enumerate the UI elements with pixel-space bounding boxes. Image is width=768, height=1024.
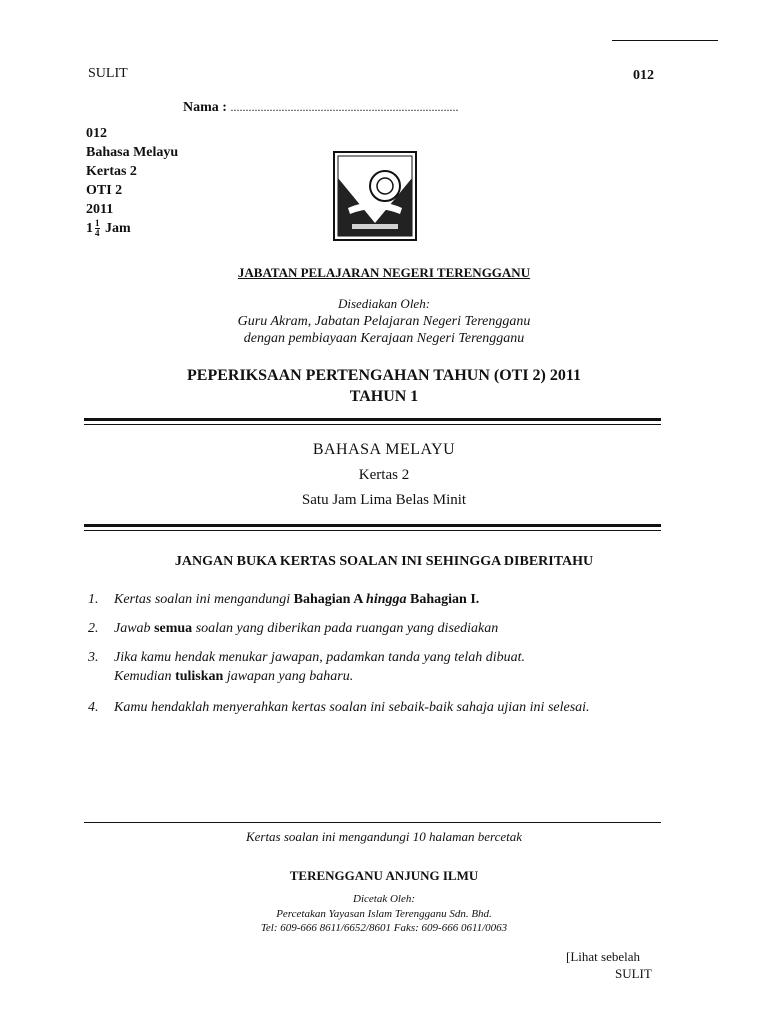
rule-item-4: 4. Kamu hendaklah menyerahkan kertas soalan ini sebaik-baik sahaja ujian ini selesai. (88, 700, 590, 715)
printer-contact: Tel: 609-666 8611/6652/8601 Faks: 609-666 0611/0063 (260, 922, 508, 934)
rule-item-2: 2. Jawab semua soalan yang diberikan pada ruangan yang disediakan (88, 621, 499, 636)
page-count-note: Kertas soalan ini mengandungi 10 halaman bercetak (245, 829, 523, 844)
name-label: Nama : (183, 100, 227, 115)
top-right-stray-line (612, 40, 718, 41)
paper-number: Kertas 2 (86, 164, 137, 179)
paper-code: 012 (86, 126, 107, 141)
divider-top-thick (84, 418, 661, 421)
exam-year-level: TAHUN 1 (349, 388, 419, 405)
printer-name: Percetakan Yayasan Islam Terengganu Sdn. Bhd. (276, 908, 492, 920)
duration-fraction: $\frac{1}{4}$ (95, 218, 100, 239)
do-not-open-warning: JANGAN BUKA KERTAS SOALAN INI SEHINGGA DIBERITAHU (174, 554, 594, 569)
funding-note: dengan pembiayaan Kerajaan Negeri Terengganu (243, 331, 525, 346)
divider-mid-thin (84, 530, 661, 531)
subject-duration: Satu Jam Lima Belas Minit (301, 492, 467, 508)
printed-by-label: Dicetak Oleh: (353, 893, 415, 905)
prepared-by: Guru Akram, Jabatan Pelajaran Negeri Terengganu (237, 314, 531, 329)
exam-title: PEPERIKSAAN PERTENGAHAN TAHUN (OTI 2) 2011 (187, 367, 581, 384)
paper-year: 2011 (86, 202, 114, 217)
duration-unit: Jam (105, 221, 131, 236)
subject-paper: Kertas 2 (358, 467, 410, 483)
prepared-by-label: Disediakan Oleh: (337, 296, 431, 311)
name-field[interactable] (183, 100, 458, 116)
shield-logo-icon (330, 148, 420, 248)
next-page-note: [Lihat sebelah (566, 949, 640, 964)
paper-subject: Bahasa Melayu (86, 145, 179, 160)
paper-info (86, 124, 178, 238)
duration-whole: 1 (86, 221, 93, 236)
state-motto: TERENGGANU ANJUNG ILMU (289, 868, 479, 883)
header-sulit-left: SULIT (88, 66, 128, 81)
rule-item-3: 3. Jika kamu hendak menukar jawapan, padamkan tanda yang telah dibuat. Kemudian tuliskan jawapan yang baharu. (88, 650, 525, 684)
footer-divider (84, 822, 661, 823)
department-name: JABATAN PELAJARAN NEGERI TERENGGANU (237, 265, 531, 280)
subject-heading: BAHASA MELAYU (312, 441, 456, 458)
footer-sulit: SULIT (615, 966, 652, 981)
divider-top-thin (84, 424, 661, 425)
divider-mid-thick (84, 524, 661, 527)
paper-duration (86, 219, 178, 238)
rule-item-1: 1. Kertas soalan ini mengandungi Bahagian A hingga Bahagian I. (88, 592, 480, 607)
instructions-list (88, 590, 688, 717)
paper-exam: OTI 2 (86, 183, 123, 198)
state-education-logo (330, 148, 420, 248)
name-dots: ............................................................................ (230, 100, 459, 114)
header-code-right: 012 (633, 68, 654, 83)
